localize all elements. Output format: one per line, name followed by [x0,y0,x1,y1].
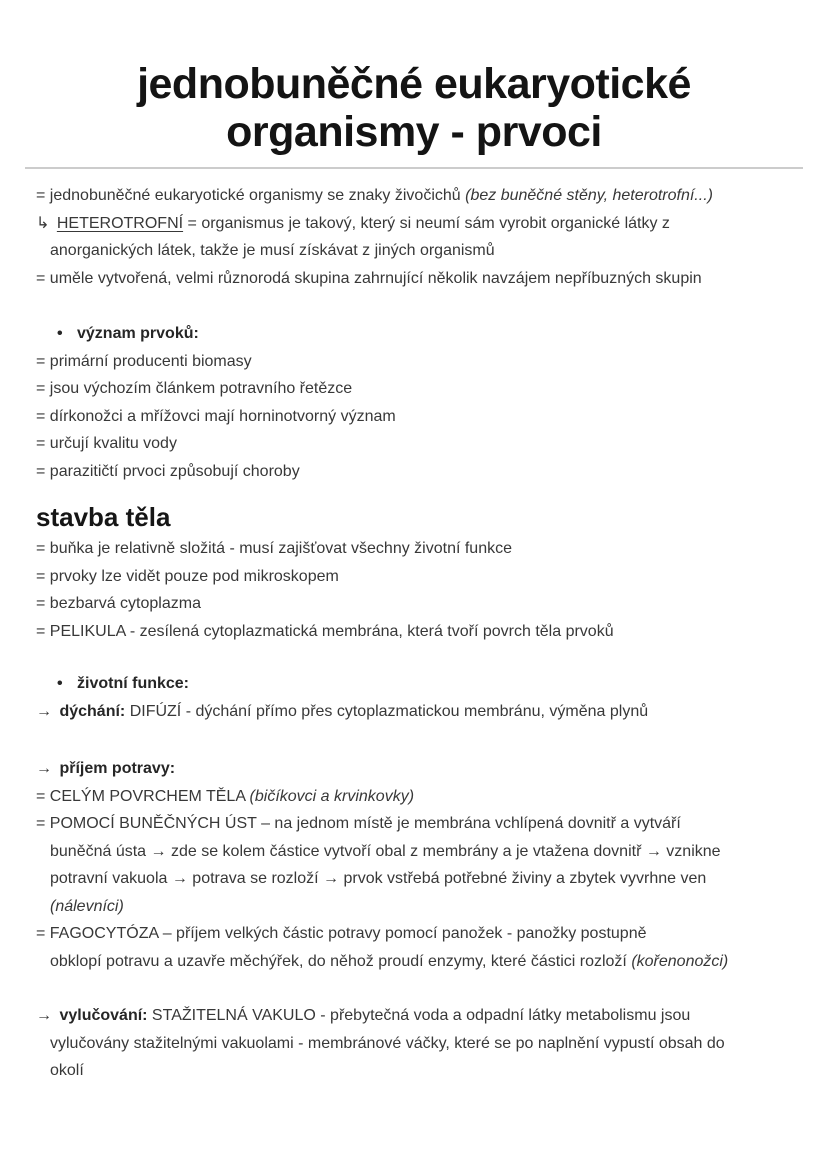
note-term-underlined: HETEROTROFNÍ [56,214,184,232]
note-text-italic: (bez buněčné stěny, heterotrofní...) [465,187,713,204]
title-divider [25,167,803,169]
page-title-line2: organismy - prvoci [226,108,602,156]
note-text: STAŽITELNÁ VAKULO - přebytečná voda a odpadní látky metabolismu jsou [147,1007,691,1024]
section-bullet-heading [36,320,792,348]
note-text-italic: (bičíkovci a krvinkovky) [249,787,415,805]
note-line-vylucovani [36,1002,792,1030]
bullet-icon: • [57,325,63,342]
section-heading-label: životní funkce: [77,675,190,692]
bullet-icon: • [57,675,63,692]
section-zivotni-funkce [36,670,792,725]
section-heading-label: význam prvoků: [77,325,199,342]
page-title [36,60,792,156]
note-line-fagocytoza: = FAGOCYTÓZA – příjem velkých částic potravy pomocí panožek - panožky postupně [36,925,647,942]
note-term-bold: vylučování: [59,1007,148,1024]
section-bullet-heading [36,670,792,698]
note-text: obklopí potravu a uzavře měchýřek, do něhož proudí enzymy, které částici rozloží [50,952,632,970]
note-line-prijem-head [36,755,792,783]
section-prijem-potravy [36,755,792,975]
note-line: = primární producenti biomasy [36,352,252,370]
note-term-bold: dýchání: [59,702,126,720]
corner-arrow-icon: ↳ [36,214,50,232]
note-line: = dírkonožci a mřížovci mají horninotvorný význam [36,407,396,425]
note-line: = parazitičtí prvoci způsobují choroby [36,462,300,480]
section-stavba-tela [36,499,792,645]
note-line-italic: (nálevníci) [50,897,124,915]
note-line-skupina: = uměle vytvořená, velmi různorodá skupina zahrnující několik navzájem nepříbuzných skupin [36,269,702,287]
note-text: DIFÚZÍ - dýchání přímo přes cytoplazmatickou membránu, výměna plynů [125,702,649,720]
note-text: = CELÝM POVRCHEM TĚLA [36,787,250,805]
note-line-usta: = POMOCÍ BUNĚČNÝCH ÚST – na jednom místě je membrána vchlípená dovnitř a vytváří [36,815,681,832]
right-arrow-icon: → [36,1007,52,1024]
note-line: = PELIKULA - zesílená cytoplazmatická membrána, která tvoří povrch těla prvoků [36,622,614,640]
note-line-continuation [36,948,792,976]
note-term-bold: příjem potravy: [59,760,176,777]
right-arrow-icon: → [36,702,52,720]
note-line-continuation: okolí [50,1062,84,1079]
section-heading: stavba těla [36,502,171,532]
note-line-continuation: buněčná ústa → zde se kolem částice vytvoří obal z membrány a je vtažena dovnitř → vznikne [50,842,721,860]
note-line: = prvoky lze vidět pouze pod mikroskopem [36,567,339,585]
notes-content [36,182,792,1085]
note-text: = jednobuněčné eukaryotické organismy se znaky živočichů [36,187,466,204]
note-line: = určují kvalitu vody [36,435,177,452]
note-line-continuation: vylučovány stažitelnými vakuolami - membránové váčky, které se po naplnění vypustí obsah do [50,1034,725,1052]
note-line-povrch [36,783,792,811]
note-line: = buňka je relativně složitá - musí zajišťovat všechny životní funkce [36,540,512,557]
note-line: = jsou výchozím článkem potravního řetězce [36,380,353,397]
page-title-line1: jednobuněčné eukaryotické [137,60,691,108]
note-line-continuation: potravní vakuola → potrava se rozloží → prvok vstřebá potřebné živiny a zbytek vyvrhne ven [50,870,707,887]
note-line-heterotrofni [36,210,792,238]
right-arrow-icon: → [36,760,52,777]
note-text-italic: (kořenonožci) [631,952,729,970]
note-line: = bezbarvá cytoplazma [36,595,201,612]
note-line-continuation: anorganických látek, takže je musí získávat z jiných organismů [50,242,495,259]
note-line-definition [36,182,792,210]
section-vyznam [36,320,792,485]
section-vylucovani [36,1002,792,1085]
note-line-dychani [36,698,792,726]
note-text: = organismus je takový, který si neumí sám vyrobit organické látky z [183,214,670,232]
